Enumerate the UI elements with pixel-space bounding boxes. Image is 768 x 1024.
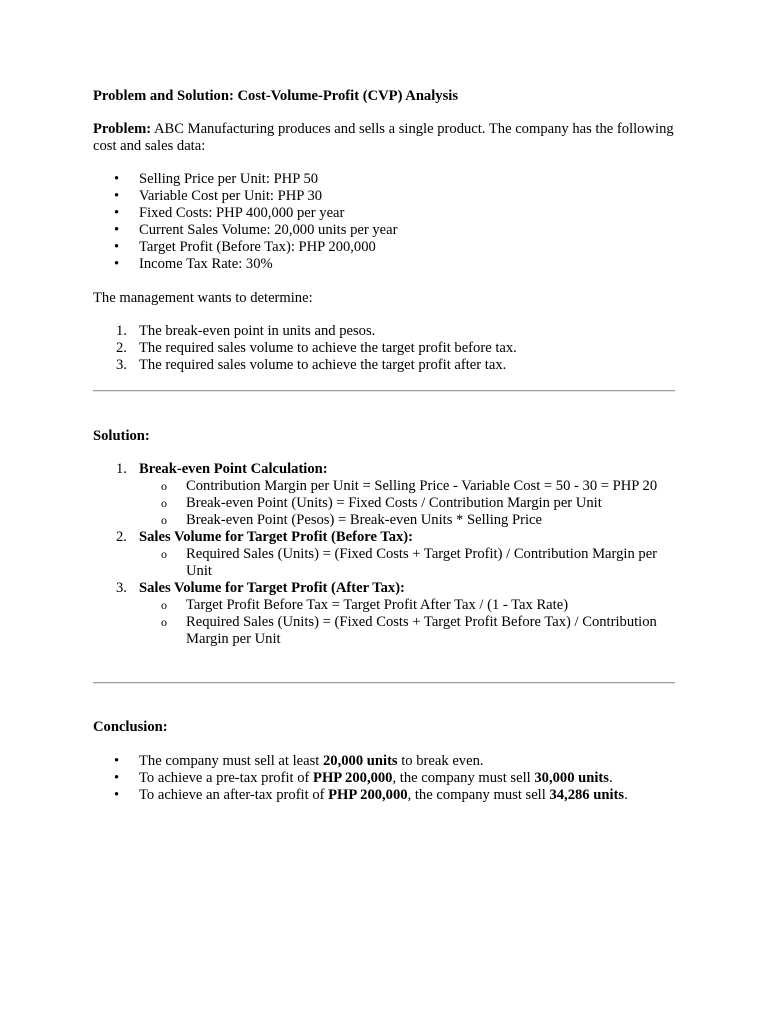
list-item [93, 205, 675, 222]
list-item [93, 340, 675, 357]
problem-label: Problem: [93, 121, 152, 137]
bullet-marker: • [114, 770, 120, 786]
step-title: Break-even Point Calculation: [139, 461, 328, 477]
step-title: Sales Volume for Target Profit (After Tax): [139, 580, 405, 596]
cost-data-list [93, 171, 675, 273]
list-item [93, 222, 675, 239]
solution-step [93, 461, 675, 529]
list-item-text: Fixed Costs: PHP 400,000 per year [139, 205, 345, 221]
sub-bullet-marker: o [161, 513, 167, 527]
sub-bullet-marker: o [161, 598, 167, 612]
list-item [93, 753, 675, 770]
list-item [93, 188, 675, 205]
sub-list-item [93, 495, 675, 512]
conclusion-text: , the company must sell [392, 770, 535, 786]
conclusion-text: To achieve an after-tax profit of [139, 787, 329, 803]
solution-steps [93, 461, 675, 648]
sub-bullet-marker: o [161, 479, 167, 493]
conclusion-text: . [624, 787, 628, 803]
problem-text: ABC Manufacturing produces and sells a single product. The company has the following cost and sales data: [93, 121, 674, 154]
solution-step [93, 529, 675, 580]
conclusion-text: to break even. [397, 753, 484, 769]
list-item-text: Selling Price per Unit: PHP 50 [139, 171, 319, 187]
conclusion-text: . [608, 770, 613, 786]
sub-list [139, 597, 675, 648]
sub-list-text: Target Profit Before Tax = Target Profit After Tax / (1 - Tax Rate) [186, 597, 569, 613]
list-item-text: Income Tax Rate: 30% [139, 256, 273, 272]
list-item-text: Current Sales Volume: 20,000 units per year [139, 222, 398, 238]
sub-list-text: Required Sales (Units) = (Fixed Costs + Target Profit Before Tax) / Contribution Margin per Unit [186, 614, 657, 647]
bullet-marker: • [114, 753, 120, 769]
solution-step [93, 580, 675, 648]
conclusion-highlight: 20,000 units [323, 753, 398, 769]
list-item [93, 239, 675, 256]
list-item-text: The required sales volume to achieve the target profit before tax. [139, 340, 517, 356]
conclusion-text: , the company must sell [407, 787, 550, 803]
bullet-marker: • [114, 239, 120, 255]
sub-list-text: Break-even Point (Pesos) = Break-even Units * Selling Price [186, 512, 542, 528]
problem-statement [93, 121, 675, 155]
list-number: 1. [116, 323, 127, 339]
bullet-marker: • [114, 188, 120, 204]
sub-list-item [93, 478, 675, 495]
sub-bullet-marker: o [161, 615, 167, 629]
horizontal-divider [93, 682, 675, 684]
sub-list-item [93, 614, 675, 648]
page-title: Problem and Solution: Cost-Volume-Profit (CVP) Analysis [93, 88, 458, 104]
conclusion-list [93, 753, 675, 804]
conclusion-highlight: PHP 200,000 [313, 770, 393, 786]
bullet-marker: • [114, 222, 120, 238]
document-body [93, 88, 675, 374]
sub-bullet-marker: o [161, 496, 167, 510]
conclusion-highlight: PHP 200,000 [328, 787, 408, 803]
management-intro: The management wants to determine: [93, 290, 313, 306]
solution-step-list [93, 461, 675, 648]
sub-list-text: Contribution Margin per Unit = Selling Price - Variable Cost = 50 - 30 = PHP 20 [186, 478, 658, 494]
sub-list-item [93, 546, 675, 580]
bullet-marker: • [114, 787, 120, 803]
solution-heading: Solution: [93, 428, 150, 444]
conclusion-heading: Conclusion: [93, 719, 168, 735]
list-item [93, 323, 675, 340]
list-item-text: The required sales volume to achieve the target profit after tax. [139, 357, 507, 373]
list-item [93, 787, 675, 804]
list-item [93, 256, 675, 273]
list-item-text: Variable Cost per Unit: PHP 30 [139, 188, 323, 204]
list-item [93, 770, 675, 787]
list-item [93, 357, 675, 374]
list-number: 2. [116, 529, 127, 545]
sub-list-text: Required Sales (Units) = (Fixed Costs + Target Profit) / Contribution Margin per Unit [186, 546, 658, 579]
bullet-marker: • [114, 256, 120, 272]
list-item-text: The break-even point in units and pesos. [139, 323, 376, 339]
sub-list [139, 546, 675, 580]
list-number: 3. [116, 357, 127, 373]
sub-list-item [93, 597, 675, 614]
horizontal-divider [93, 390, 675, 392]
list-item [93, 171, 675, 188]
conclusion-text: To achieve a pre-tax profit of [139, 770, 314, 786]
conclusion-highlight: 30,000 units [534, 770, 609, 786]
step-title: Sales Volume for Target Profit (Before Tax): [139, 529, 414, 545]
list-number: 2. [116, 340, 127, 356]
list-number: 1. [116, 461, 127, 477]
conclusion-highlight: 34,286 units [549, 787, 625, 803]
sub-list [139, 478, 675, 529]
conclusion-section [93, 753, 675, 804]
sub-list-item [93, 512, 675, 529]
list-number: 3. [116, 580, 127, 596]
bullet-marker: • [114, 171, 120, 187]
sub-list-text: Break-even Point (Units) = Fixed Costs / Contribution Margin per Unit [186, 495, 602, 511]
list-item-text: Target Profit (Before Tax): PHP 200,000 [139, 239, 376, 255]
bullet-marker: • [114, 205, 120, 221]
question-list [93, 323, 675, 374]
sub-bullet-marker: o [161, 547, 167, 561]
conclusion-text: The company must sell at least [139, 753, 323, 769]
